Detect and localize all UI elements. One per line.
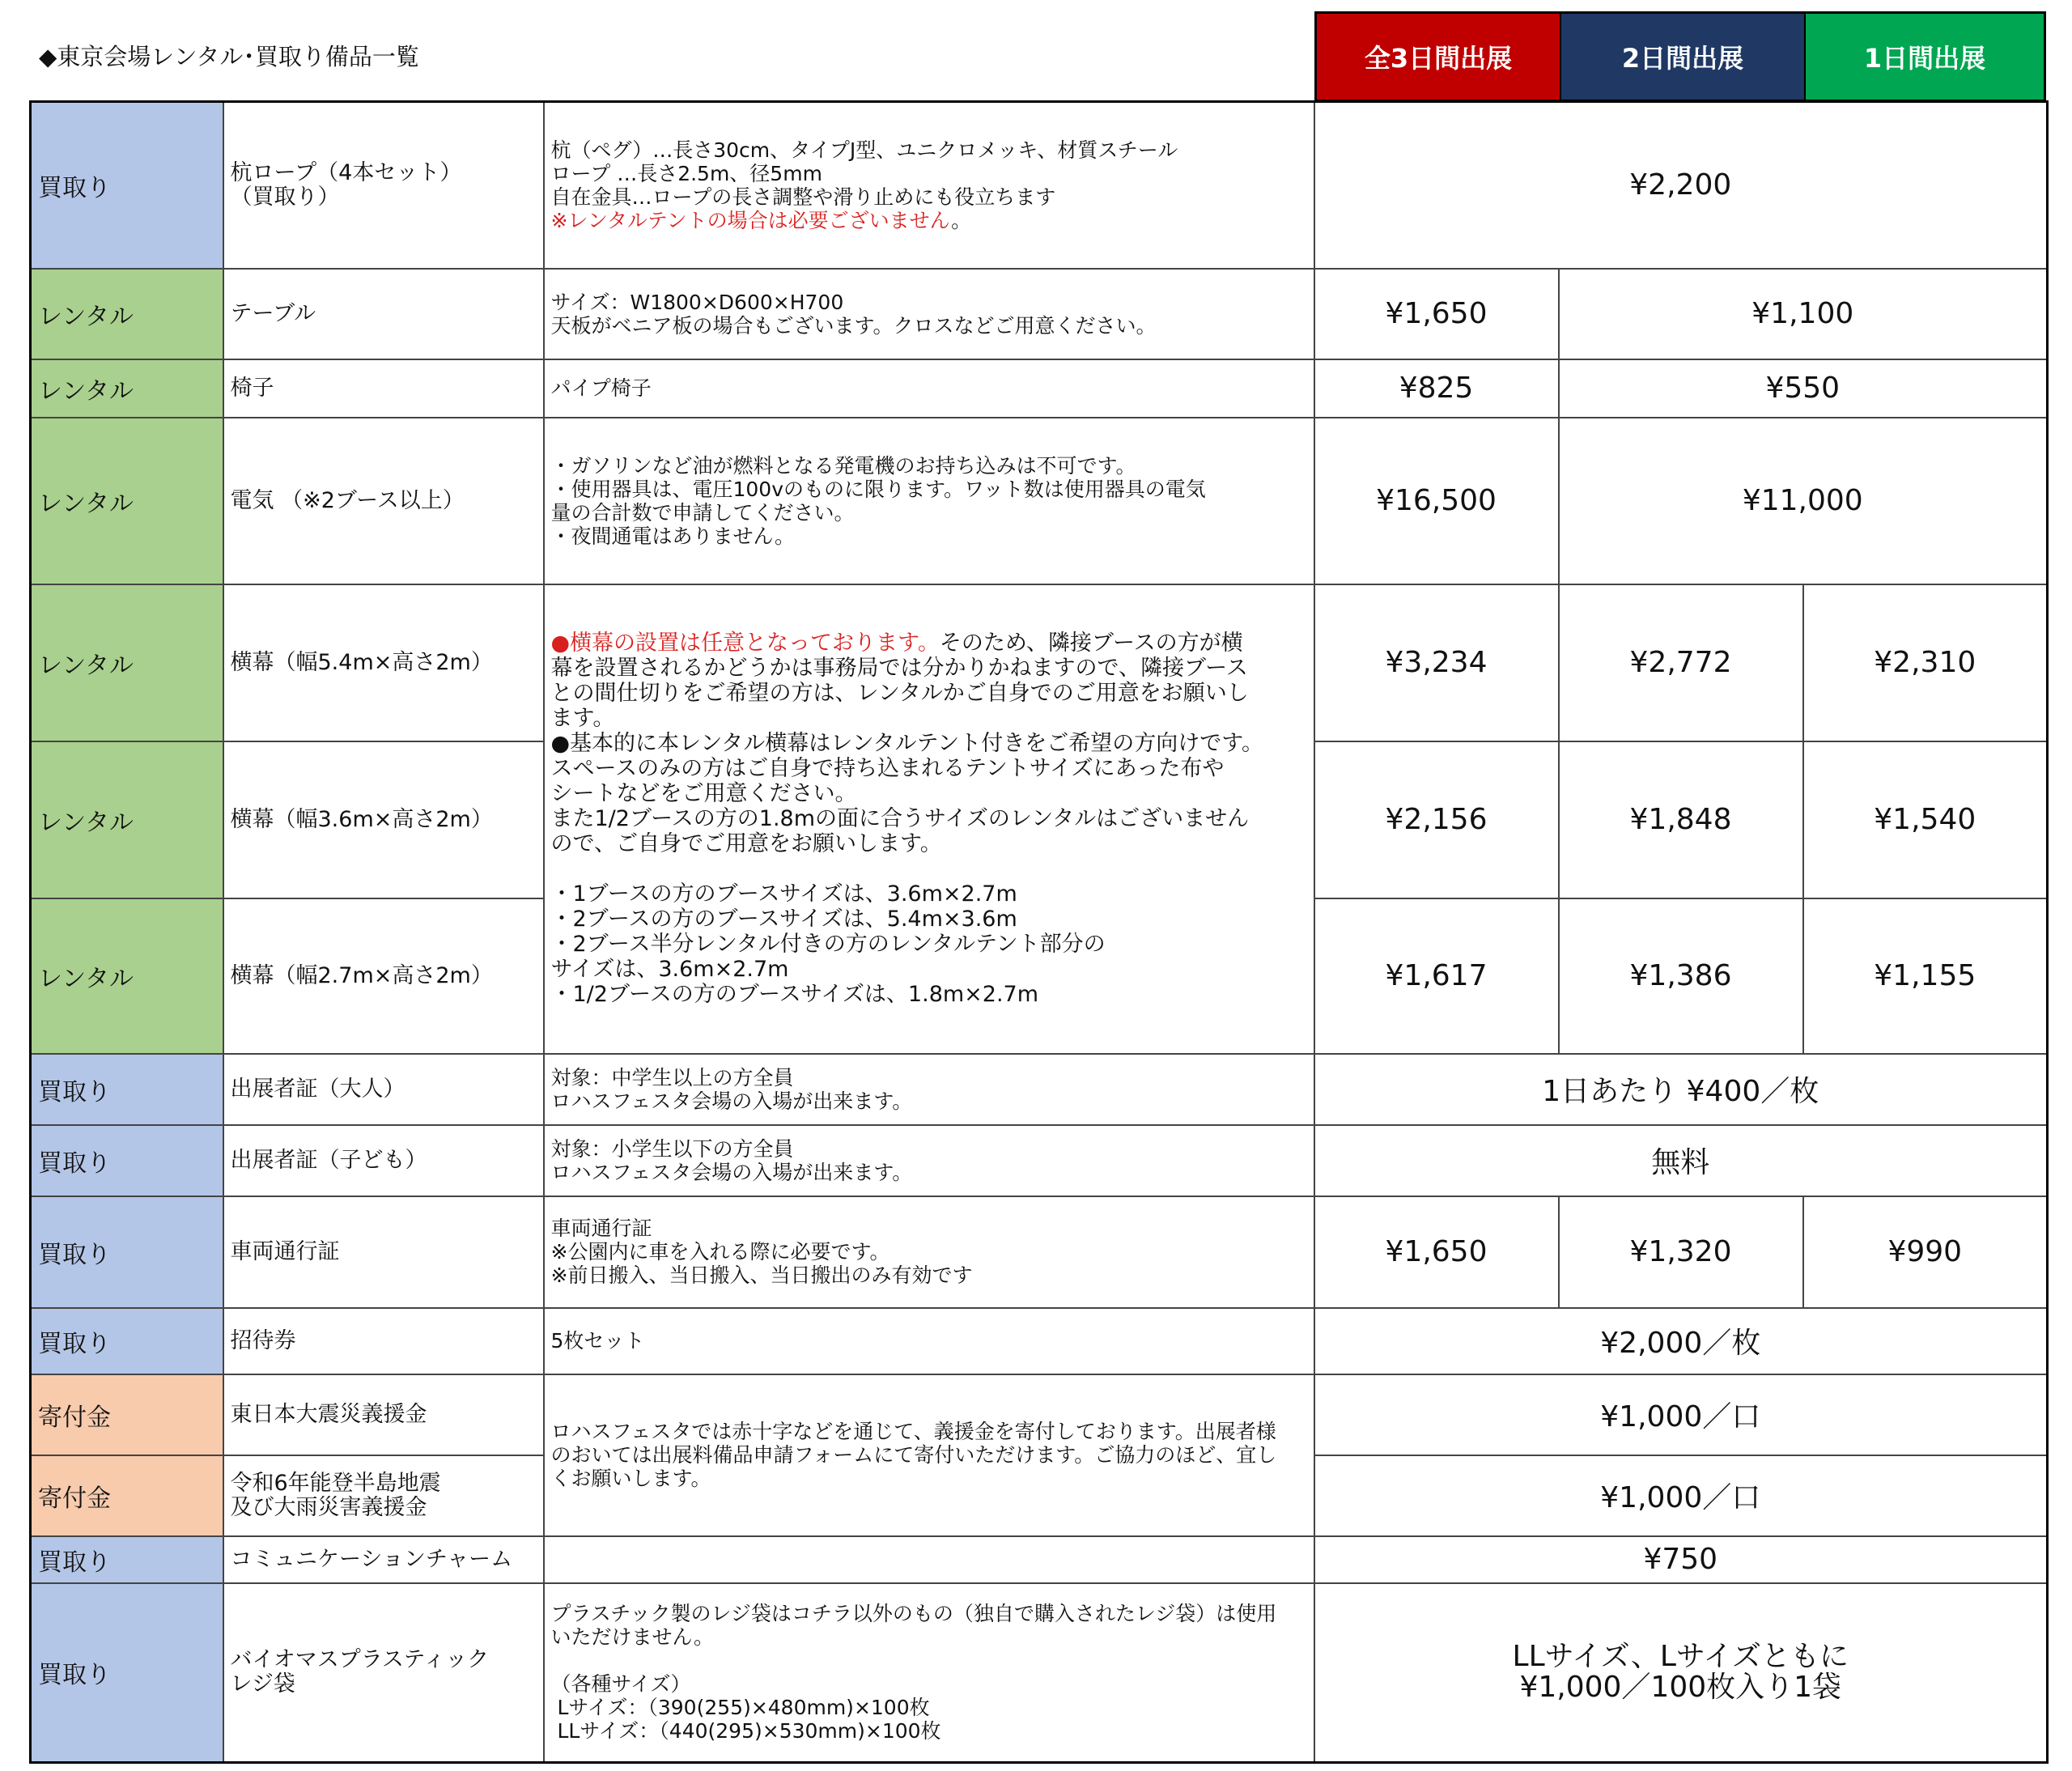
item-name: バイオマスプラスティック レジ袋 [223, 1583, 544, 1763]
price-3day: ¥1,617 [1314, 898, 1559, 1054]
item-name: 令和6年能登半島地震 及び大雨災害義援金 [223, 1455, 544, 1536]
banner-note-red: ●横幕の設置は任意となっております。 [550, 631, 940, 656]
item-description: 5枚セット [544, 1308, 1314, 1374]
item-description [544, 1536, 1314, 1583]
table-row [31, 269, 2048, 359]
price-3day: ¥3,234 [1314, 584, 1559, 741]
item-name: 電気 （※2ブース以上） [223, 418, 544, 584]
table-row [31, 1374, 2048, 1455]
table-row [31, 1583, 2048, 1763]
price-all: ¥1,000／口 [1314, 1374, 2048, 1455]
category-cell: 買取り [31, 1196, 223, 1308]
price-2-1day: ¥11,000 [1559, 418, 2048, 584]
banner-description: ●横幕の設置は任意となっております。そのため、隣接ブースの方が横 幕を設置されるかどうかは事務局では分かりかねますので、隣接ブース との間仕切りをご希望の方は、レンタルかご自身でのご用意をお願いし ます。 ●基本的に本レンタル横幕はレンタルテント付きをご希望の方向けです。 スペースのみの方はご自身で持ち込まれるテントサイズにあった布や シートなどをご用意ください。 また1/2ブースの方の1.8mの面に合うサイズのレンタルはございません ので、ご自身でご用意をお願いします。 ・1ブースの方のブースサイズは、3.6m×2.7m ・2ブースの方のブースサイズは、5.4m×3.6m ・2ブース半分レンタル付きの方のレンタルテント部分の サイズは、3.6m×2.7m ・1/2ブースの方のブースサイズは、1.8m×2.7m [544, 584, 1314, 1054]
table-row [31, 418, 2048, 584]
price-3day: ¥2,156 [1314, 741, 1559, 898]
item-description: プラスチック製のレジ袋はコチラ以外のもの（独自で購入されたレジ袋）は使用 いただけません。 （各種サイズ） Lサイズ：（390(255)×480mm)×100枚 LLサイズ：（440(295)×530mm)×100枚 [544, 1583, 1314, 1763]
table-row [31, 1125, 2048, 1196]
category-cell: レンタル [31, 584, 223, 741]
item-name: 横幕（幅3.6m×高さ2m） [223, 741, 544, 898]
item-name: 出展者証（大人） [223, 1054, 544, 1125]
item-name: 車両通行証 [223, 1196, 544, 1308]
price-2day: ¥1,320 [1559, 1196, 1803, 1308]
category-cell: レンタル [31, 741, 223, 898]
item-name: 出展者証（子ども） [223, 1125, 544, 1196]
item-description: 車両通行証 ※公園内に車を入れる際に必要です。 ※前日搬入、当日搬入、当日搬出のみ有効です [544, 1196, 1314, 1308]
category-cell: 買取り [31, 1125, 223, 1196]
header-1day: 1日間出展 [1806, 14, 2044, 100]
category-cell: レンタル [31, 898, 223, 1054]
item-description: サイズ：W1800×D600×H700 天板がベニア板の場合もございます。クロスなどご用意ください。 [544, 269, 1314, 359]
price-1day: ¥1,155 [1803, 898, 2048, 1054]
price-3day: ¥825 [1314, 359, 1559, 418]
item-name: テーブル [223, 269, 544, 359]
price-1day: ¥2,310 [1803, 584, 2048, 741]
price-3day: ¥1,650 [1314, 269, 1559, 359]
price-2-1day: ¥550 [1559, 359, 2048, 418]
price-2day: ¥1,848 [1559, 741, 1803, 898]
note-red: ※レンタルテントの場合は必要ございません [550, 208, 952, 232]
table-row [31, 584, 2048, 741]
price-all: ¥2,000／枚 [1314, 1308, 2048, 1374]
item-description: 対象：小学生以下の方全員 ロハスフェスタ会場の入場が出来ます。 [544, 1125, 1314, 1196]
table-row [31, 1536, 2048, 1583]
category-cell: レンタル [31, 359, 223, 418]
price-2day: ¥1,386 [1559, 898, 1803, 1054]
page-title: ◆東京会場レンタル･買取り備品一覧 [39, 43, 419, 70]
item-description: 対象：中学生以上の方全員 ロハスフェスタ会場の入場が出来ます。 [544, 1054, 1314, 1125]
price-3day: ¥1,650 [1314, 1196, 1559, 1308]
item-name: 椅子 [223, 359, 544, 418]
price-all: LLサイズ、Lサイズともに ¥1,000／100枚入り1袋 [1314, 1583, 2048, 1763]
category-cell: 買取り [31, 1308, 223, 1374]
category-cell: 買取り [31, 1536, 223, 1583]
table-row [31, 359, 2048, 418]
item-description: ・ガソリンなど油が燃料となる発電機のお持ち込みは不可です。 ・使用器具は、電圧100vのものに限ります。ワット数は使用器具の電気 量の合計数で申請してください。 ・夜間通電はありません。 [544, 418, 1314, 584]
price-all: ¥2,200 [1314, 102, 2048, 269]
category-cell: 買取り [31, 1054, 223, 1125]
category-cell: 買取り [31, 102, 223, 269]
price-all: 1日あたり ¥400／枚 [1314, 1054, 2048, 1125]
item-name: 横幕（幅5.4m×高さ2m） [223, 584, 544, 741]
item-name: 東日本大震災義援金 [223, 1374, 544, 1455]
item-name: 横幕（幅2.7m×高さ2m） [223, 898, 544, 1054]
table-row [31, 1308, 2048, 1374]
donation-description: ロハスフェスタでは赤十字などを通じて、義援金を寄付しております。出展者様 のおいては出展料備品申請フォームにて寄付いただけます。ご協力のほど、宜し くお願いします。 [544, 1374, 1314, 1536]
category-cell: レンタル [31, 418, 223, 584]
table-row [31, 102, 2048, 269]
price-2day: ¥2,772 [1559, 584, 1803, 741]
category-cell: レンタル [31, 269, 223, 359]
price-1day: ¥990 [1803, 1196, 2048, 1308]
category-cell: 寄付金 [31, 1374, 223, 1455]
price-1day: ¥1,540 [1803, 741, 2048, 898]
item-name: 杭ロープ（4本セット） （買取り） [223, 102, 544, 269]
price-all: ¥1,000／口 [1314, 1455, 2048, 1536]
price-3day: ¥16,500 [1314, 418, 1559, 584]
header-2day: 2日間出展 [1561, 14, 1806, 100]
item-description: パイプ椅子 [544, 359, 1314, 418]
equipment-table [29, 100, 2049, 1764]
price-all: 無料 [1314, 1125, 2048, 1196]
price-2-1day: ¥1,100 [1559, 269, 2048, 359]
category-cell: 寄付金 [31, 1455, 223, 1536]
price-all: ¥750 [1314, 1536, 2048, 1583]
table-row [31, 1054, 2048, 1125]
category-cell: 買取り [31, 1583, 223, 1763]
column-header [1314, 11, 2046, 102]
item-name: 招待券 [223, 1308, 544, 1374]
table-row [31, 1196, 2048, 1308]
item-name: コミュニケーションチャーム [223, 1536, 544, 1583]
header-3day: 全3日間出展 [1317, 14, 1561, 100]
item-description: 杭（ペグ）…長さ30cm、タイプJ型、ユニクロメッキ、材質スチール ロープ …長さ2.5m、径5mm 自在金具…ロープの長さ調整や滑り止めにも役立ちます ※レンタルテントの場合は必要ございません。 [544, 102, 1314, 269]
